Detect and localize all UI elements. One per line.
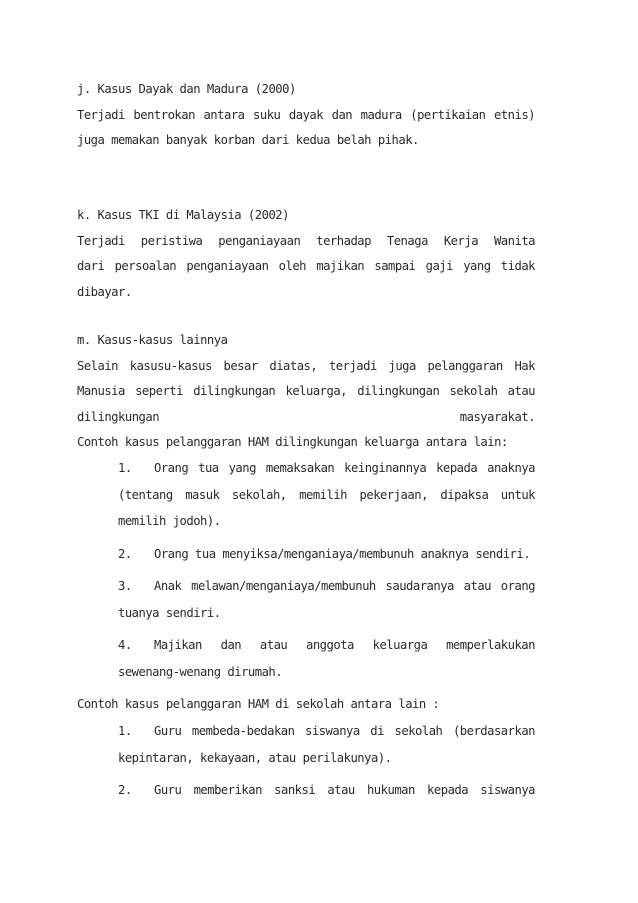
list-item (118, 573, 535, 626)
section-m-heading: m. Kasus-kasus lainnya (77, 333, 228, 347)
section-m-text-line-1: Selain kasusu-kasus besar diatas, terjadi juga pelanggaran Hak (77, 358, 535, 373)
section-k (77, 203, 535, 305)
list-item (118, 777, 535, 804)
section-j-text-line-1: Terjadi bentrokan antara suku dayak dan madura (pertikaian etnis) (77, 107, 535, 122)
list-item-number: 3. (118, 579, 132, 593)
list-item-number: 1. (118, 724, 132, 738)
list-item (118, 455, 535, 535)
section-k-heading: k. Kasus TKI di Malaysia (2002) (77, 208, 289, 222)
list-item-text: Orang tua yang memaksakan keinginannya kepada anaknya (154, 461, 535, 475)
section-m-text-line-2: Manusia seperti dilingkungan keluarga, dilingkungan sekolah atau (77, 384, 535, 398)
list-item-number: 1. (118, 461, 132, 475)
school-section (77, 692, 535, 718)
section-m-text-line-3-start: dilingkungan (77, 409, 160, 424)
list-item (118, 632, 535, 685)
list-item-text: Orang tua menyiksa/menganiaya/membunuh anaknya sendiri. (154, 546, 531, 561)
section-j-text-line-2: juga memakan banyak korban dari kedua belah pihak. (77, 133, 419, 147)
family-list-intro: Contoh kasus pelanggaran HAM dilingkungan keluarga antara lain: (77, 435, 508, 449)
list-item-text: Majikan dan atau anggota keluarga memperlakukan (154, 638, 535, 652)
list-item-number: 4. (118, 638, 132, 652)
list-item (118, 718, 535, 771)
section-k-text-line-1: Terjadi peristiwa penganiayaan terhadap Tenaga Kerja Wanita (77, 233, 535, 248)
school-list-intro: Contoh kasus pelanggaran HAM di sekolah antara lain : (77, 697, 440, 711)
list-item-continuation: tuanya sendiri. (118, 605, 221, 620)
section-j-heading: j. Kasus Dayak dan Madura (2000) (77, 82, 296, 96)
list-item-text: Guru membeda-bedakan siswanya di sekolah (berdasarkan (154, 724, 535, 738)
list-item-text: Anak melawan/menganiaya/membunuh saudaranya atau orang (154, 579, 535, 593)
list-item-continuation: sewenang-wenang dirumah. (118, 664, 283, 679)
list-item-continuation: (tentang masuk sekolah, memilih pekerjaan, dipaksa untuk (118, 487, 535, 502)
section-m (77, 328, 535, 456)
list-item-text: Guru memberikan sanksi atau hukuman kepada siswanya (154, 783, 535, 797)
list-item-continuation: kepintaran, kekayaan, atau perilakunya). (118, 750, 392, 765)
family-violation-list (118, 455, 535, 691)
section-m-text-line-3-end: masyarakat. (459, 409, 535, 424)
school-violation-list (118, 718, 535, 810)
list-item (118, 541, 535, 568)
section-k-text-line-3: dibayar. (77, 284, 132, 299)
section-j (77, 77, 535, 154)
list-item-number: 2. (118, 546, 132, 561)
list-item-continuation: memilih jodoh). (118, 514, 221, 528)
list-item-number: 2. (118, 783, 132, 797)
section-m-text-line-3 (77, 405, 535, 431)
section-k-text-line-2: dari persoalan penganiayaan oleh majikan sampai gaji yang tidak (77, 259, 535, 273)
